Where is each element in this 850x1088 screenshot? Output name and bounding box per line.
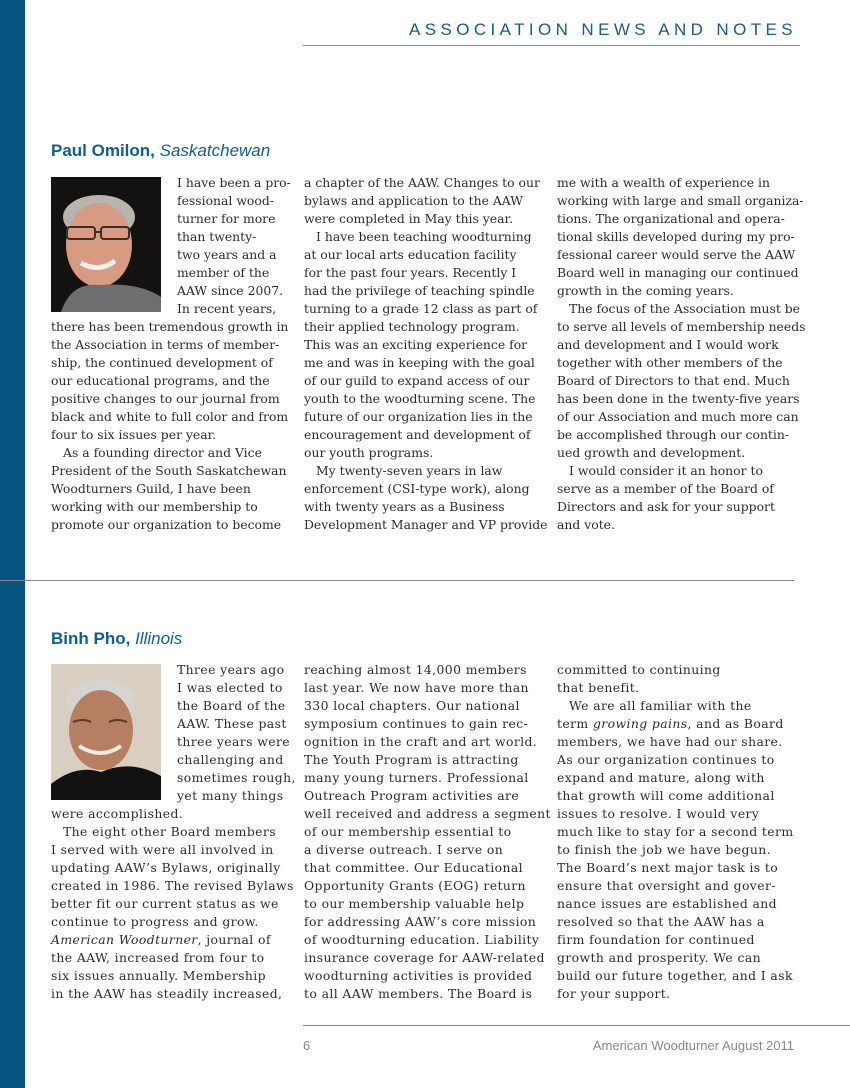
candidate-heading — [51, 141, 270, 161]
footer-rule — [303, 1025, 850, 1026]
header-rule — [303, 45, 800, 46]
journal-title: American Woodturner — [51, 932, 198, 947]
statement-column-3: me with a wealth of experience in working with large and small organiza- tions. The organizational and opera- tional skills developed during my pro- fessional career would serve the AAW Board well in managing our continued growth in the coming years. The focus of the Association must be to serve all levels of membership needs and development and I would work together with other members of the Board of Directors to that end. Much has been done in the twenty-five years of our Association and much more can be accomplished through our contin- ued growth and development. I would consider it an honor to serve as a member of the Board of Directors and ask for your support and vote. — [557, 175, 806, 532]
candidate-name: Binh Pho, — [51, 629, 131, 648]
portrait-photo-binh-pho — [51, 664, 161, 800]
statement-column-1: there has been tremendous growth in the Association in terms of member- ship, the continued development of our educational programs, and the positive changes to our journal from black and white to full color and from four to six issues per year. As a founding director and Vice President of the South Saskatchewan Woodturners Guild, I have been working with our membership to promote our organization to become — [51, 319, 289, 532]
candidate-location: Saskatchewan — [159, 141, 271, 160]
page-number: 6 — [303, 1038, 311, 1053]
publication-footer: American Woodturner August 2011 — [592, 1038, 794, 1053]
intro-wrap-text: I have been a pro- fessional wood- turner for more than twenty- two years and a member of the AAW since 2007. In recent years, — [177, 175, 291, 316]
candidate-heading — [51, 629, 182, 649]
candidate-name: Paul Omilon, — [51, 141, 155, 160]
portrait-photo-paul-omilon — [51, 177, 161, 312]
statement-column-2: reaching almost 14,000 members last year. We now have more than 330 local chapters. Our national symposium continues to gain rec- ognition in the craft and art world. The Youth Program is attracting many young turners. Professional Outreach Program activities are well received and address a segment of our membership essential to a diverse outreach. I serve on that committee. Our Educational Opportunity Grants (EOG) return to our membership valuable help for addressing AAW’s core mission of woodturning education. Liability insurance coverage for AAW-related woodturning activities is provided to all AAW members. The Board is — [304, 662, 551, 1001]
statement-column-2: a chapter of the AAW. Changes to our bylaws and application to the AAW were completed in May this year. I have been teaching woodturning at our local arts education facility for the past four years. Recently I had the privilege of teaching spindle turning to a grade 12 class as part of their applied technology program. This was an exciting experience for me and was in keeping with the goal of our guild to expand access of our youth to the woodturning scene. The future of our organization lies in the encouragement and development of our youth programs. My twenty-seven years in law enforcement (CSI-type work), along with twenty years as a Business Development Manager and VP provide — [304, 175, 548, 532]
section-title: ASSOCIATION NEWS AND NOTES — [408, 20, 797, 39]
section-divider — [0, 580, 794, 581]
intro-wrap-text: Three years ago I was elected to the Board of the AAW. These past three years were challenging and sometimes rough, yet many things — [177, 662, 296, 803]
statement-column-1: were accomplished. The eight other Board members I served with were all involved in updating AAW’s Bylaws, originally created in 1986. The revised Bylaws better fit our current status as we continue to progress and grow. American Woodturner, journal of the AAW, increased from four to six issues annually. Membership in the AAW has steadily increased, — [51, 806, 294, 1001]
sidebar-color-bar — [0, 0, 25, 1088]
candidate-location: Illinois — [135, 629, 183, 648]
emphasis-term: growing pains — [592, 716, 688, 731]
statement-column-3: committed to continuing that benefit. We are all familiar with the term growing pains, and as Board members, we have had our share. As our organization continues to expand and mature, along with that growth will come additional issues to resolve. I would very much like to stay for a second term to finish the job we have begun. The Board’s next major task is to ensure that oversight and gover- nance issues are established and resolved so that the AAW has a firm foundation for continued growth and prosperity. We can build our future together, and I ask for your support. — [557, 662, 794, 1001]
